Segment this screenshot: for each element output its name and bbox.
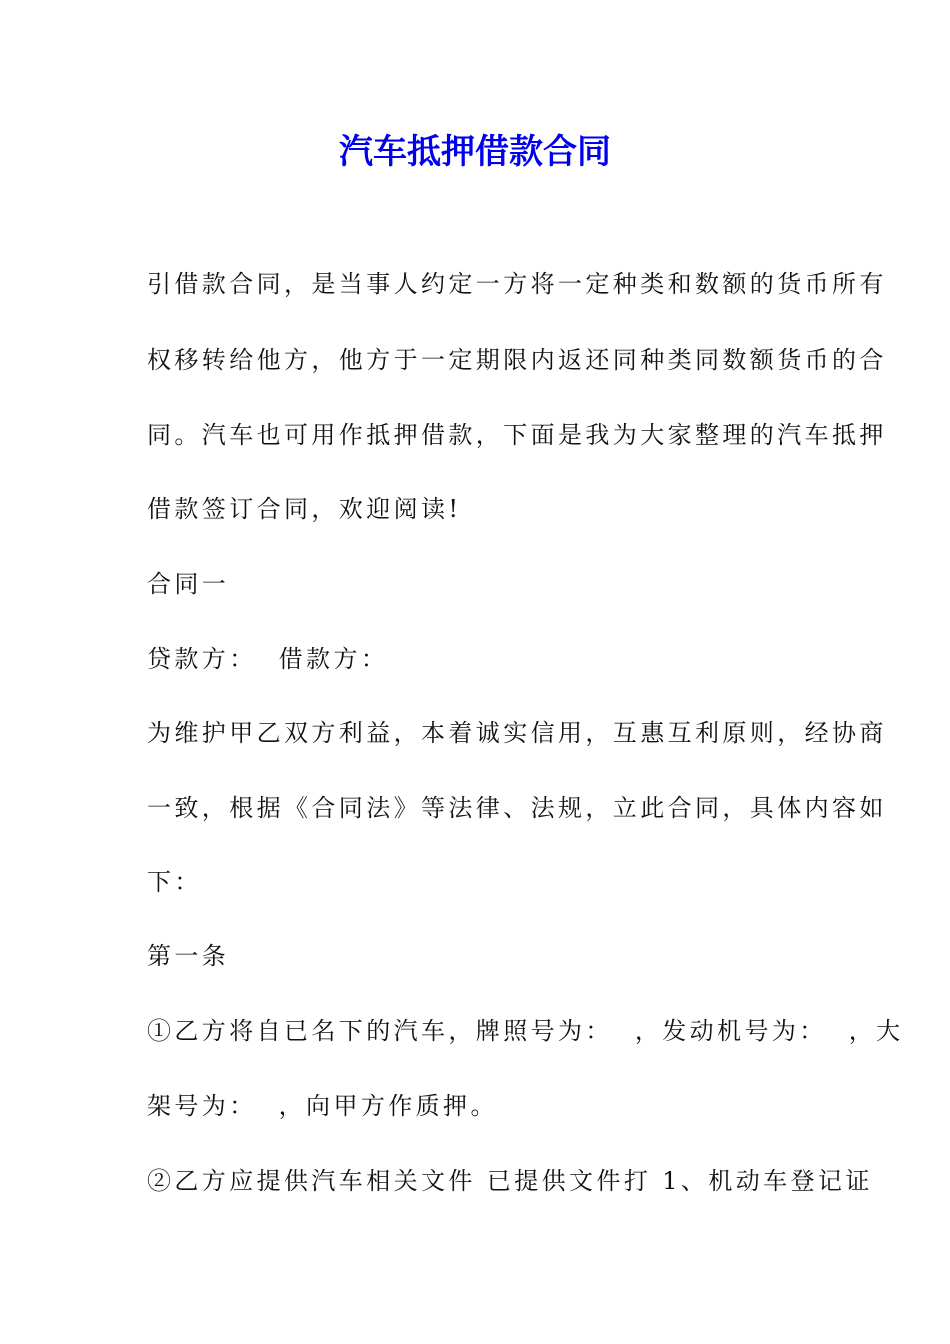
paragraph-line: 一致，根据《合同法》等法律、法规，立此合同，具体内容如	[147, 794, 887, 822]
paragraph-line: 为维护甲乙双方利益，本着诚实信用，互惠互利原则，经协商	[147, 719, 887, 747]
clause-line: ①乙方将自已名下的汽车，牌照号为： ，发动机号为： ，大	[147, 1017, 904, 1045]
document-title: 汽车抵押借款合同	[339, 132, 611, 172]
clause-line: ②乙方应提供汽车相关文件 已提供文件打 1、机动车登记证	[147, 1167, 873, 1195]
article-heading: 第一条	[147, 942, 230, 970]
paragraph-line: 权移转给他方，他方于一定期限内返还同种类同数额货币的合	[147, 346, 887, 374]
parties-line: 贷款方： 借款方：	[147, 645, 389, 673]
section-heading: 合同一	[147, 570, 230, 598]
paragraph-line: 同。汽车也可用作抵押借款，下面是我为大家整理的汽车抵押	[147, 421, 887, 449]
clause-line: 架号为： ，向甲方作质押。	[147, 1092, 498, 1120]
paragraph-line: 借款签订合同，欢迎阅读!	[147, 495, 462, 523]
paragraph-line: 引借款合同，是当事人约定一方将一定种类和数额的货币所有	[147, 270, 887, 298]
paragraph-line: 下：	[147, 868, 202, 896]
